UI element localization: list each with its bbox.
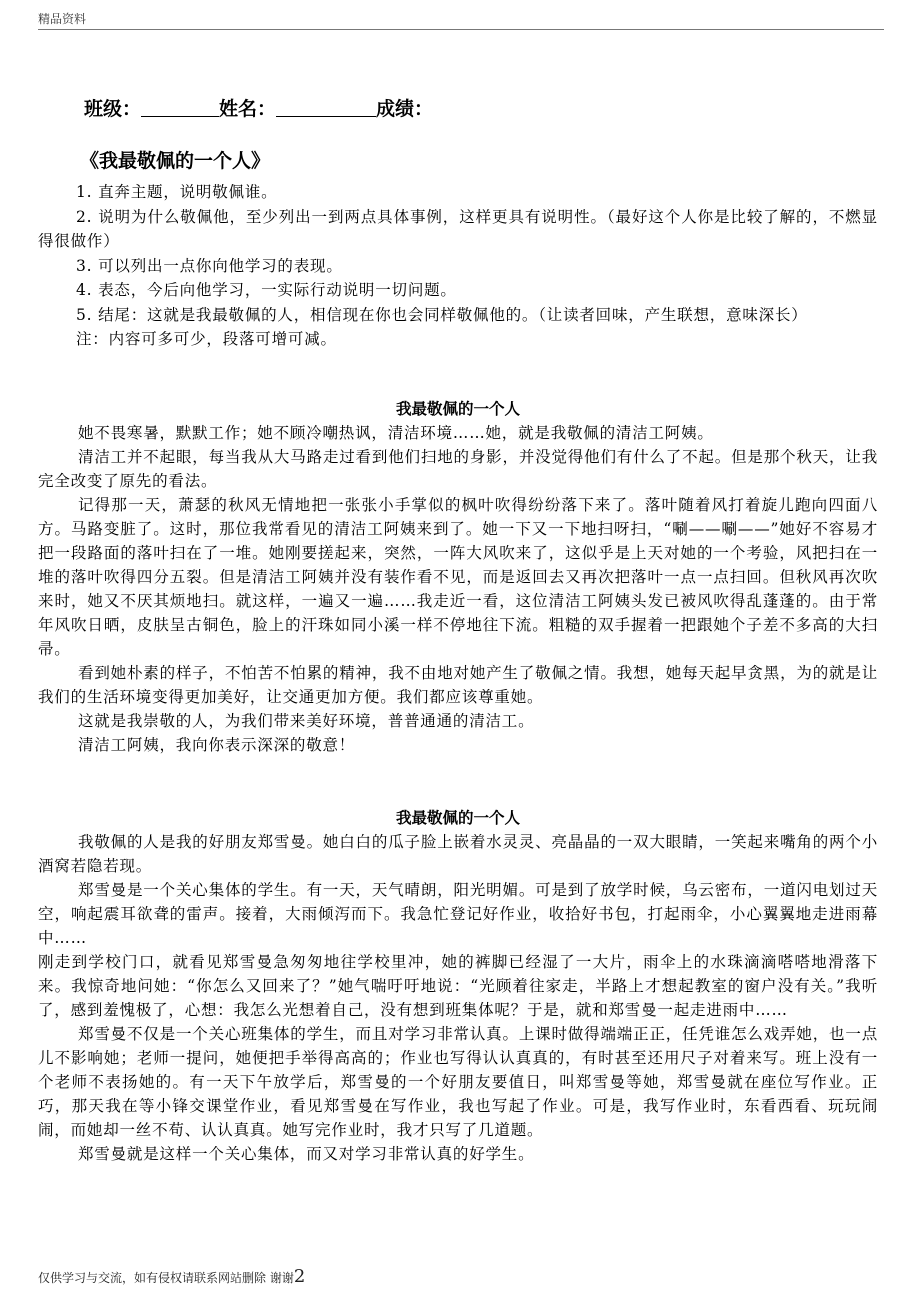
guide-note: 注：内容可多可少，段落可增可减。 bbox=[76, 330, 337, 348]
guide-item: 5. 结尾：这就是我最敬佩的人，相信现在你也会同样敬佩他的。（让读者回味，产生联想，意味深长） bbox=[76, 305, 808, 324]
essay-paragraph: 清洁工并不起眼，每当我从大马路走过看到他们扫地的身影，并没觉得他们有什么了不起。但是那个秋天，让我完全改变了原先的看法。 bbox=[38, 448, 878, 490]
guide-item: 1. 直奔主题，说明敬佩谁。 bbox=[76, 183, 278, 201]
essay-title: 我最敬佩的一个人 bbox=[395, 809, 520, 827]
name-label: 姓名： bbox=[219, 98, 277, 120]
essay-title: 我最敬佩的一个人 bbox=[395, 400, 520, 418]
guide-item: 2. 说明为什么敬佩他，至少列出一到两点具体事例，这样更具有说明性。（最好这个人你是比较了解的，不燃显得很做作） bbox=[38, 207, 878, 250]
essay-paragraph: 这就是我崇敬的人，为我们带来美好环境，普普通通的清洁工。 bbox=[78, 712, 535, 730]
essay-paragraph: 郑雪曼不仅是一个关心班集体的学生，而且对学习非常认真。上课时做得端端正正，任凭谁怎么戏弄她，也一点儿不影响她；老师一提问，她便把手举得高高的；作业也写得认认真真的，有时甚至还用尺子对着来写。班上没有一个老师不表扬她的。有一天下午放学后，郑雪曼的一个好朋友要值日，叫郑雪曼等她，郑雪曼就在座位写作业。正巧，那天我在等小锋交课堂作业，看见郑雪曼在写作业，我也写起了作业。可是，我写作业时，东看西看、玩玩闹闹，而她却一丝不苟、认认真真。她写完作业时，我才只写了几道题。 bbox=[38, 1025, 878, 1139]
essay-paragraph: 郑雪曼是一个关心集体的学生。有一天，天气晴朗，阳光明媚。可是到了放学时候，乌云密布，一道闪电划过天空，响起震耳欲聋的雷声。接着，大雨倾泻而下。我急忙登记好作业，收拾好书包，打起雨伞，小心翼翼地走进雨幕中…… bbox=[38, 881, 878, 947]
page-title: 《我最敬佩的一个人》 bbox=[80, 150, 271, 172]
essay-1 bbox=[38, 397, 878, 757]
name-blank[interactable] bbox=[276, 98, 376, 117]
footer-text: 仅供学习与交流，如有侵权请联系网站删除 谢谢 bbox=[38, 1271, 294, 1285]
essay-paragraph: 看到她朴素的样子，不怕苦不怕累的精神，我不由地对她产生了敬佩之情。我想，她每天起早贪黑，为的就是让我们的生活环境变得更加美好，让交通更加方便。我们都应该尊重她。 bbox=[38, 664, 878, 706]
guide-item: 4. 表态，今后向他学习，一实际行动说明一切问题。 bbox=[76, 281, 457, 299]
writing-guide bbox=[38, 180, 878, 352]
essay-paragraph: 记得那一天，萧瑟的秋风无情地把一张张小手掌似的枫叶吹得纷纷落下来了。落叶随着风打着旋儿跑向四面八方。马路变脏了。这时，那位我常看见的清洁工阿姨来到了。她一下又一下地扫呀扫，“唰——唰——”她好不容易才把一段路面的落叶扫在了一堆。她刚要搓起来，突然，一阵大风吹来了，这似乎是上天对她的一个考验，风把扫在一堆的落叶吹得四分五裂。但是清洁工阿姨并没有装作看不见，而是返回去又再次把落叶一点一点扫回。但秋风再次吹来时，她又不厌其烦地扫。就这样，一遍又一遍……我走近一看，这位清洁工阿姨头发已被风吹得乱蓬蓬的。由于常年风吹日晒，皮肤呈古铜色，脸上的汗珠如同小溪一样不停地往下流。粗糙的双手握着一把跟她个子差不多高的大扫帚。 bbox=[38, 496, 878, 658]
page-footer bbox=[38, 1266, 305, 1287]
essay-paragraph: 郑雪曼就是这样一个关心集体，而又对学习非常认真的好学生。 bbox=[78, 1145, 535, 1163]
student-info-line bbox=[84, 94, 433, 121]
guide-item: 3. 可以列出一点你向他学习的表现。 bbox=[76, 256, 343, 275]
essay-paragraph: 她不畏寒暑，默默工作；她不顾冷嘲热讽，清洁环境……她，就是我敬佩的清洁工阿姨。 bbox=[78, 424, 714, 442]
essay-paragraph: 刚走到学校门口，就看见郑雪曼急匆匆地往学校里冲，她的裤脚已经湿了一大片，雨伞上的水珠滴滴嗒嗒地滑落下来。我惊奇地问她：“你怎么又回来了？”她气喘吁吁地说：“光顾着往家走，半路上才想起教室的窗户没有关。”我听了，感到羞愧极了，心想：我怎么光想着自己，没有想到班集体呢？于是，就和郑雪曼一起走进雨中…… bbox=[38, 953, 878, 1019]
essay-paragraph: 我敬佩的人是我的好朋友郑雪曼。她白白的瓜子脸上嵌着水灵灵、亮晶晶的一双大眼睛，一笑起来嘴角的两个小酒窝若隐若现。 bbox=[38, 833, 878, 875]
page-number: 2 bbox=[293, 1266, 306, 1287]
header-divider bbox=[38, 29, 884, 30]
class-blank[interactable] bbox=[141, 98, 219, 117]
essay-paragraph: 清洁工阿姨，我向你表示深深的敬意！ bbox=[78, 736, 356, 754]
class-label: 班级： bbox=[84, 98, 142, 120]
score-label: 成绩： bbox=[376, 98, 434, 120]
essay-2 bbox=[38, 806, 878, 1166]
header-tag: 精品资料 bbox=[38, 12, 87, 26]
